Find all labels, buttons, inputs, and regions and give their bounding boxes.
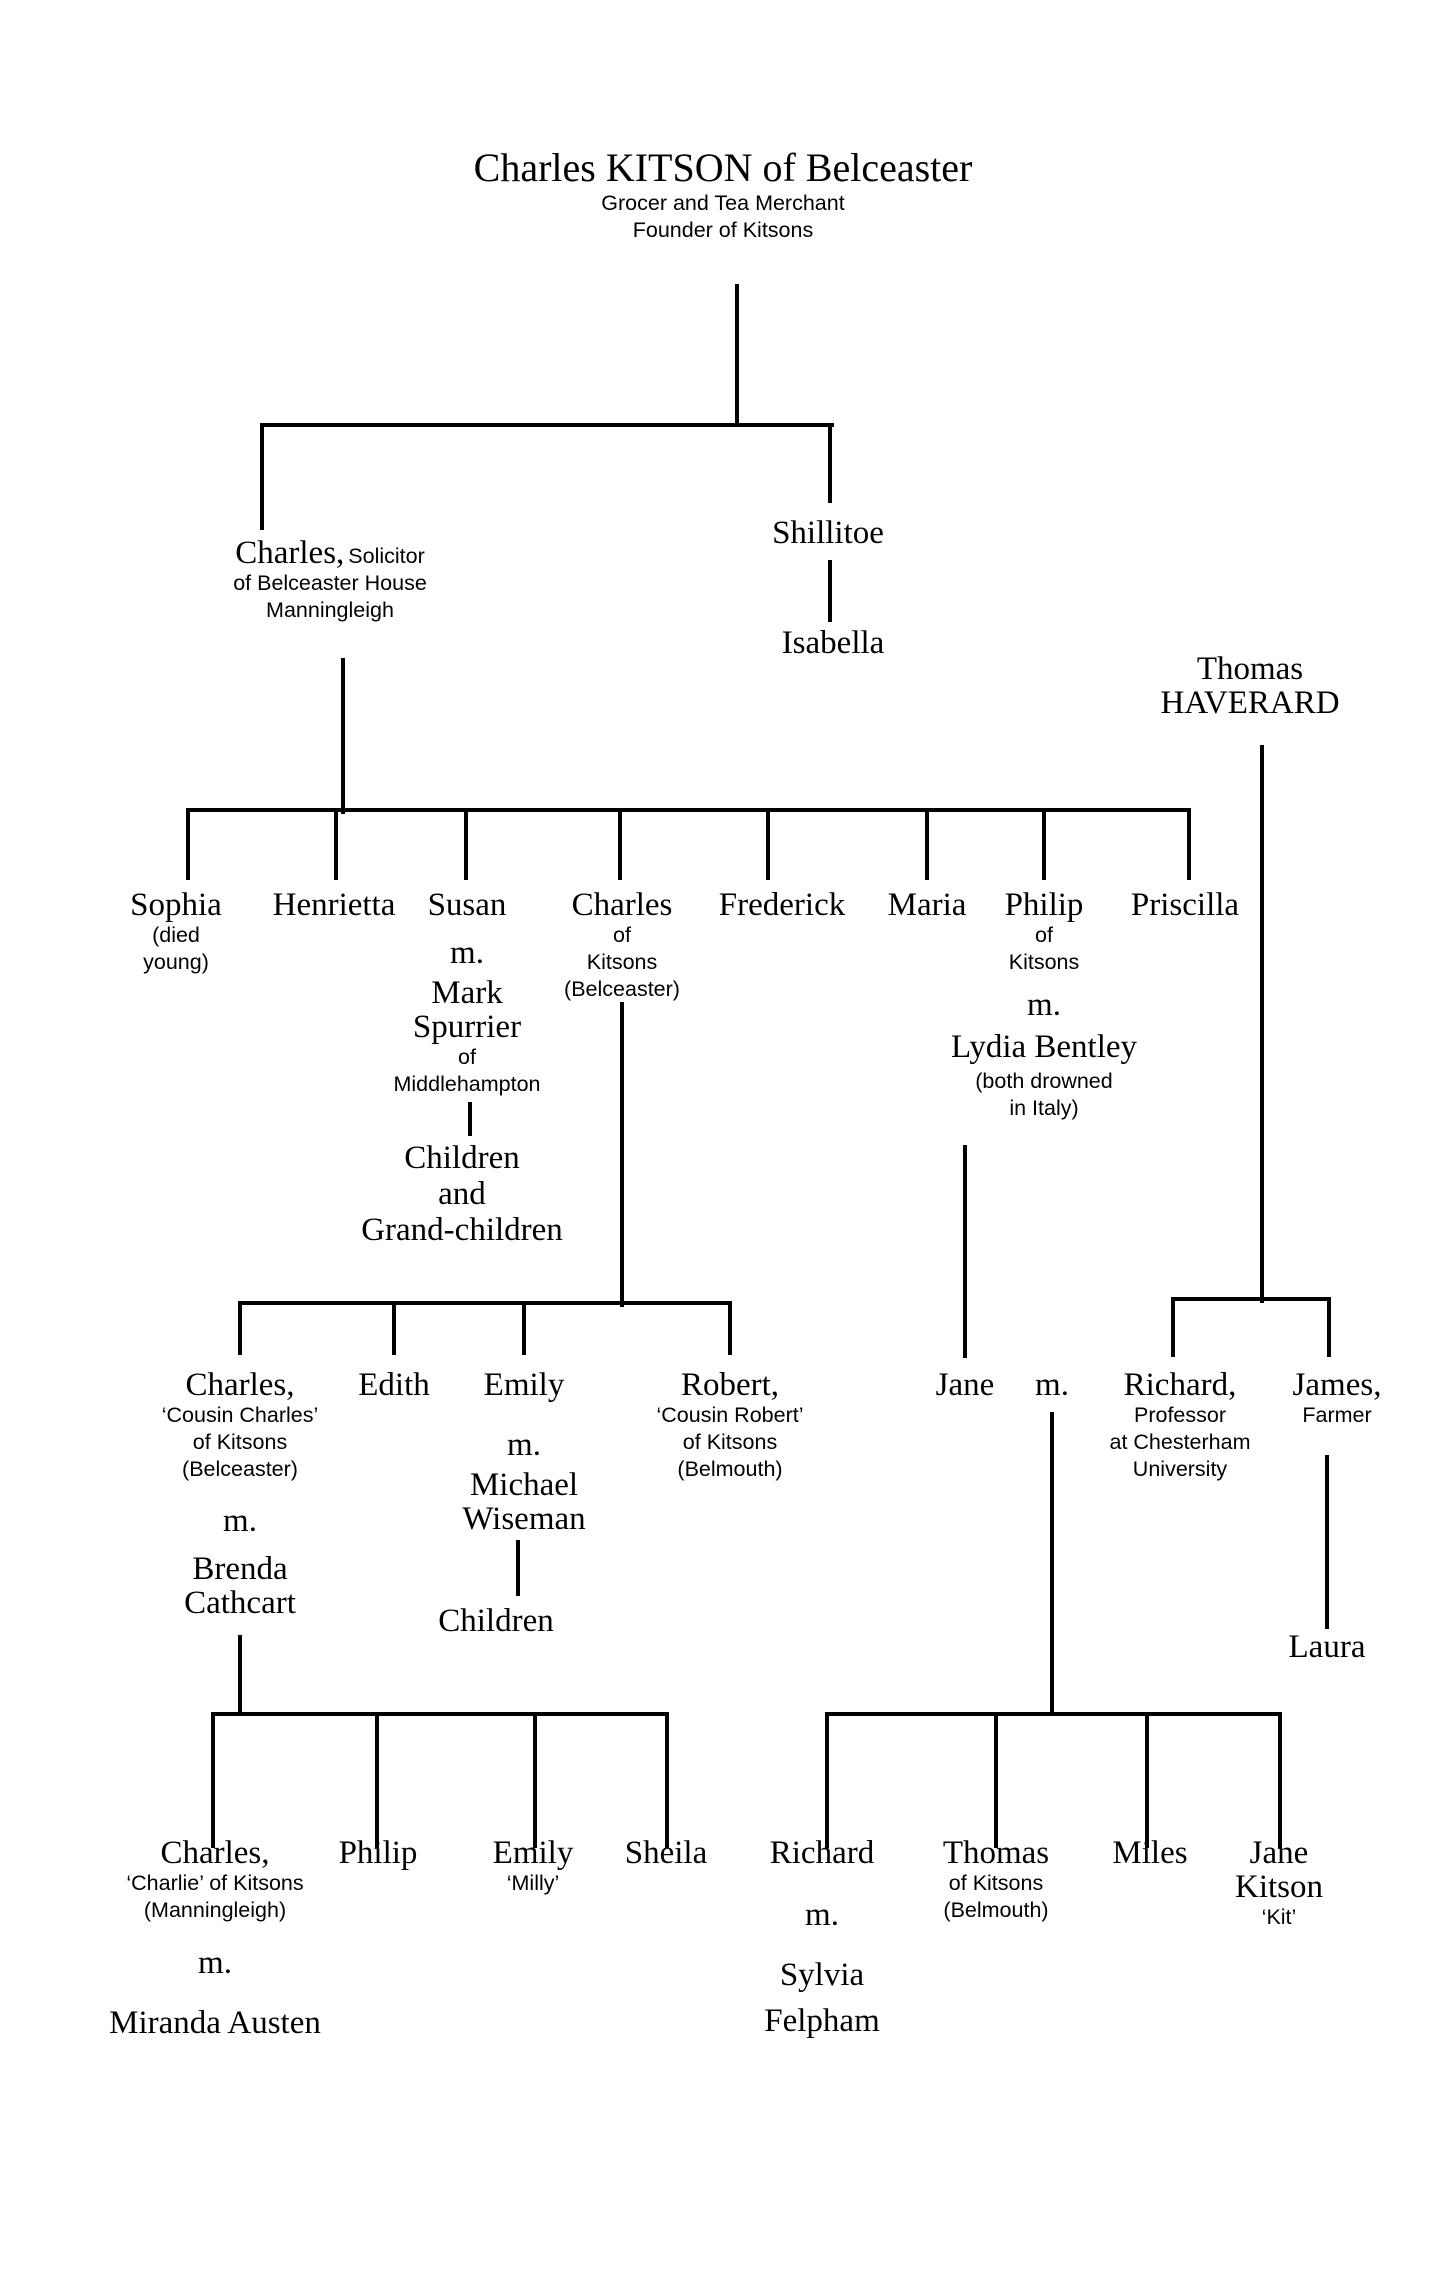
person-charles-kitson-founder [474, 146, 973, 244]
person-occupation: Grocer and Tea Merchant [601, 191, 845, 215]
connector-charles1-to-gen2 [341, 658, 345, 814]
connector-sheila-drop [665, 1714, 669, 1848]
person-first-name: Jane [1249, 1835, 1309, 1871]
person-cousin-robert [657, 1368, 804, 1483]
person-name: Sophia [130, 887, 222, 923]
connector-philip4-drop [375, 1714, 379, 1848]
person-sheila [625, 1836, 707, 1870]
spouse-first-name: Mark [431, 975, 503, 1011]
connector-shillitoe-isabella [828, 560, 832, 622]
person-title: at Chesterham [1109, 1430, 1251, 1454]
person-name: Maria [887, 887, 967, 923]
person-name: Charles KITSON of Belceaster [473, 145, 973, 190]
person-thomas-gen4 [943, 1836, 1049, 1924]
person-shillitoe [772, 516, 884, 550]
person-of: of [613, 923, 631, 947]
connector-gen3-bar [238, 1301, 732, 1305]
person-note: young) [143, 950, 209, 974]
connector-maria-drop [925, 810, 929, 880]
connector-sophia-drop [186, 810, 190, 880]
connector-philip-to-jane [963, 1145, 967, 1358]
person-title: University [1132, 1457, 1228, 1481]
connector-henrietta-drop [334, 810, 338, 880]
person-james-farmer [1293, 1368, 1382, 1429]
connector-janekit-drop [1278, 1714, 1282, 1848]
person-place: (Belmouth) [677, 1457, 783, 1481]
marriage-abbrev: m. [1027, 987, 1061, 1023]
connector-robert-drop [728, 1303, 732, 1355]
marriage-abbrev: m. [507, 1427, 541, 1463]
person-sophia [130, 888, 222, 976]
person-jane [936, 1368, 995, 1402]
marriage-jane-richard [1035, 1368, 1069, 1402]
connector-spurrier-children [468, 1102, 472, 1136]
connector-wiseman-children [516, 1540, 520, 1596]
person-name: Susan [427, 887, 507, 923]
descendants-line1: Children [404, 1140, 520, 1176]
person-susan [393, 888, 540, 1098]
person-isabella [782, 626, 885, 660]
person-nickname: ‘Kit’ [1261, 1905, 1297, 1929]
connector-root-drop [735, 284, 739, 427]
person-name: Thomas [942, 1835, 1050, 1871]
person-nickname: ‘Milly’ [506, 1871, 560, 1895]
connector-miles-drop [1145, 1714, 1149, 1848]
connector-gen1-bar [260, 423, 834, 427]
person-milly [493, 1836, 574, 1897]
marriage-abbrev: m. [805, 1897, 839, 1933]
person-last-name: Kitson [1234, 1869, 1324, 1905]
spouse-name: Lydia Bentley [950, 1029, 1138, 1065]
connector-richard-drop [1171, 1299, 1175, 1357]
person-name: Robert, [680, 1367, 780, 1403]
person-philip [951, 888, 1137, 1122]
connector-frederick-drop [766, 810, 770, 880]
person-firm: of Kitsons [948, 1871, 1044, 1895]
person-name: Henrietta [272, 887, 396, 923]
person-place: (Belceaster) [564, 977, 680, 1001]
person-place: (Manningleigh) [143, 1898, 287, 1922]
person-note: Founder of Kitsons [632, 218, 814, 242]
connector-milly-drop [533, 1714, 537, 1848]
person-emily [462, 1368, 585, 1536]
marriage-abbrev: m. [450, 935, 484, 971]
connector-james-to-laura [1325, 1455, 1329, 1629]
connector-charles1-drop [260, 425, 264, 530]
person-name: Shillitoe [772, 515, 884, 551]
person-philip-gen4 [339, 1836, 418, 1870]
person-first-name: Thomas [1196, 651, 1304, 687]
connector-charles2-drop [618, 810, 622, 880]
descendants-wiseman [438, 1604, 553, 1638]
person-firm: of Kitsons [682, 1430, 778, 1454]
connector-susan-drop [464, 810, 468, 880]
person-name: Emily [492, 1835, 574, 1871]
person-name: Edith [358, 1367, 430, 1403]
person-edith [358, 1368, 430, 1402]
person-note: (died [152, 923, 200, 947]
spouse-last-name: Felpham [764, 2003, 880, 2039]
person-nickname: ‘Cousin Charles’ [161, 1403, 319, 1427]
connector-haverard-bar [1171, 1297, 1331, 1301]
person-name: Richard [769, 1835, 875, 1871]
person-title: Professor [1133, 1403, 1227, 1427]
connector-philip-drop [1042, 810, 1046, 880]
person-charlie [109, 1836, 321, 2040]
person-thomas-haverard [1160, 652, 1339, 720]
connector-gen4-left-bar [211, 1712, 669, 1716]
connector-gen4-right-bar [825, 1712, 1282, 1716]
person-richard-gen4 [764, 1836, 879, 2038]
person-charles-of-kitsons [564, 888, 680, 1003]
marriage-abbrev: m. [198, 1945, 232, 1981]
connector-priscilla-drop [1187, 810, 1191, 880]
connector-charles2-to-gen3 [620, 1002, 624, 1307]
connector-haverard-drop [1260, 745, 1264, 1303]
person-of: of [1035, 923, 1053, 947]
person-cousin-charles [162, 1368, 319, 1620]
person-name: Philip [1004, 887, 1084, 923]
descendants-spurrier [361, 1140, 563, 1248]
connector-cousincharles-drop [238, 1303, 242, 1355]
connector-marriage-to-gen4 [1050, 1412, 1054, 1716]
connector-richard4-drop [825, 1714, 829, 1848]
person-jane-kitson [1235, 1836, 1323, 1931]
person-note: (both drowned [975, 1069, 1113, 1093]
person-name: Miles [1112, 1835, 1188, 1871]
person-title: Farmer [1302, 1403, 1372, 1427]
connector-cathcart-to-gen4 [238, 1635, 242, 1716]
person-name: Charles, [160, 1835, 270, 1871]
person-name: Priscilla [1130, 887, 1240, 923]
spouse-last-name: Wiseman [462, 1501, 586, 1537]
person-name: Philip [338, 1835, 418, 1871]
spouse-place: Middlehampton [393, 1072, 541, 1096]
person-name: Richard, [1123, 1367, 1237, 1403]
person-priscilla [1131, 888, 1239, 922]
connector-emily-drop [522, 1303, 526, 1355]
person-charles-solicitor [233, 536, 427, 624]
person-place: (Belmouth) [943, 1898, 1049, 1922]
spouse-last-name: Spurrier [412, 1009, 522, 1045]
person-firm: Kitsons [1008, 950, 1080, 974]
person-name: Isabella [781, 625, 885, 661]
person-laura [1289, 1630, 1366, 1664]
connector-thomas4-drop [994, 1714, 998, 1848]
person-name: Charles [571, 887, 673, 923]
marriage-abbrev: m. [223, 1503, 257, 1539]
spouse-first-name: Sylvia [779, 1957, 865, 1993]
person-name: Charles, [235, 535, 345, 571]
spouse-first-name: Brenda [192, 1551, 288, 1587]
person-note: in Italy) [1009, 1096, 1079, 1120]
person-richard-professor [1109, 1368, 1250, 1483]
person-last-name: HAVERARD [1160, 685, 1340, 721]
person-name: Laura [1288, 1629, 1366, 1665]
person-name: Frederick [718, 887, 846, 923]
person-nickname: ‘Charlie’ of Kitsons [126, 1871, 304, 1895]
person-firm: of Kitsons [192, 1430, 288, 1454]
person-town: Manningleigh [266, 598, 394, 622]
person-firm: Kitsons [586, 950, 658, 974]
person-miles [1112, 1836, 1187, 1870]
person-residence: of Belceaster House [233, 571, 427, 595]
person-place: (Belceaster) [182, 1457, 298, 1481]
person-nickname: ‘Cousin Robert’ [656, 1403, 804, 1427]
spouse-name: Miranda Austen [109, 2005, 321, 2041]
person-name: Sheila [624, 1835, 708, 1871]
person-name: Emily [483, 1367, 565, 1403]
descendants-line2: and [438, 1176, 486, 1212]
descendants-label: Children [438, 1603, 554, 1639]
spouse-first-name: Michael [469, 1467, 579, 1503]
person-title: Solicitor [348, 544, 425, 568]
spouse-last-name: Cathcart [184, 1585, 296, 1621]
connector-charlie-drop [211, 1714, 215, 1848]
connector-edith-drop [392, 1303, 396, 1355]
descendants-line3: Grand-children [361, 1212, 563, 1248]
connector-james-drop [1327, 1299, 1331, 1357]
spouse-of: of [458, 1045, 476, 1069]
person-henrietta [273, 888, 396, 922]
connector-shillitoe-drop [828, 425, 832, 503]
marriage-abbrev: m. [1035, 1367, 1069, 1403]
person-frederick [719, 888, 845, 922]
person-name: Charles, [185, 1367, 295, 1403]
person-name: Jane [935, 1367, 995, 1403]
person-name: James, [1292, 1367, 1382, 1403]
